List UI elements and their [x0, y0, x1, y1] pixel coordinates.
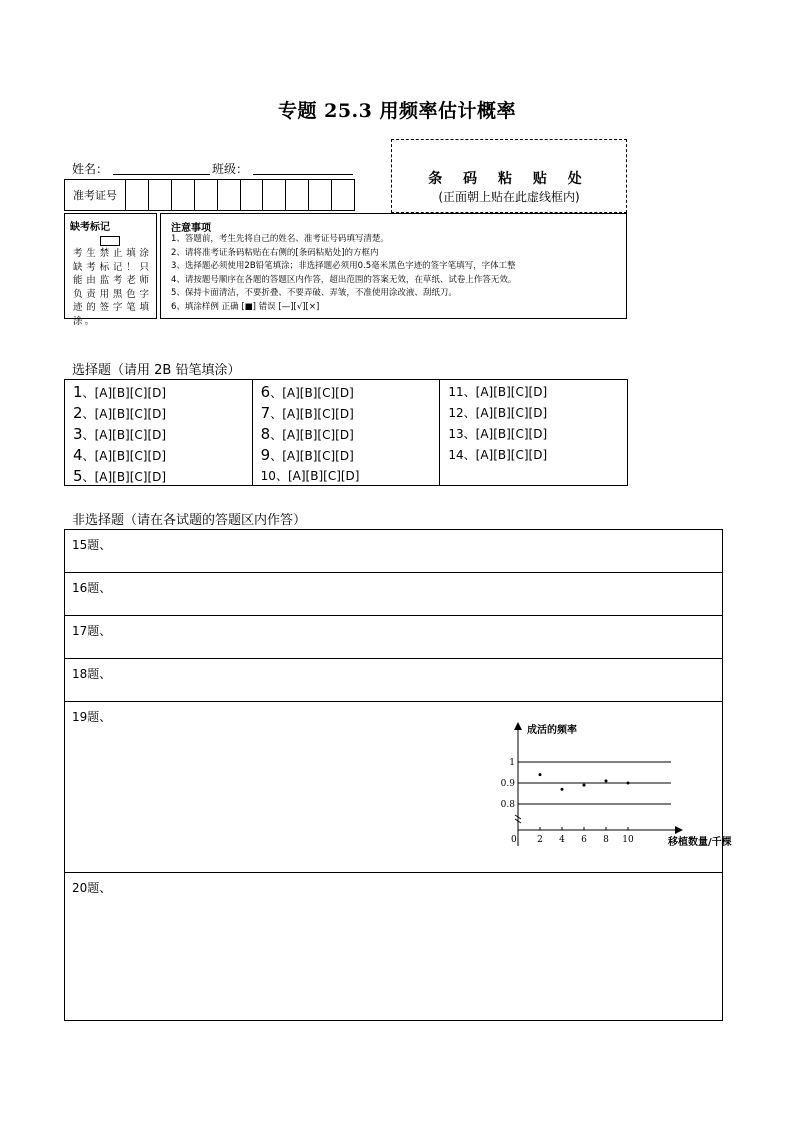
x-axis-arrow: [675, 826, 683, 834]
y-axis-arrow: [514, 722, 522, 730]
exam-id-cell[interactable]: [195, 180, 218, 210]
question-number: 11: [448, 385, 464, 399]
notes-item: 2、请将准考证条码粘贴在右侧的[条码粘贴处]的方框内: [171, 247, 379, 258]
choice-options[interactable]: [A][B][C][D]: [282, 386, 354, 400]
question-number: 9: [260, 446, 271, 464]
nonchoice-heading: 非选择题（请在各试题的答题区内作答）: [72, 513, 307, 528]
absent-mark-box: [64, 213, 157, 327]
x-tick-label: 10: [622, 835, 634, 845]
notes-item: 5、保持卡面清洁，不要折叠、不要弄破、弄皱，不准使用涂改液、刮纸刀。: [171, 288, 457, 298]
choice-options[interactable]: [A][B][C][D]: [282, 449, 354, 463]
exam-id-cell[interactable]: [286, 180, 309, 210]
choice-options[interactable]: [A][B][C][D]: [94, 428, 167, 442]
choice-row[interactable]: 4、[A][B][C][D]: [73, 446, 167, 464]
answer-box-16[interactable]: [65, 573, 722, 616]
absent-mark-checkbox[interactable]: [100, 236, 120, 246]
answer-box-15[interactable]: [65, 530, 722, 573]
x-axis-label: 移植数量/千棵: [668, 837, 732, 848]
exam-id-cell[interactable]: [172, 180, 195, 210]
y-tick-label: 0.9: [500, 779, 515, 789]
choice-options[interactable]: [A][B][C][D]: [287, 469, 360, 483]
barcode-title: 条 码 粘 贴 处: [428, 171, 590, 187]
name-label: 姓名：: [72, 162, 109, 176]
choice-column: [440, 380, 627, 485]
choice-options[interactable]: [A][B][C][D]: [94, 407, 167, 421]
exam-id-cell[interactable]: [263, 180, 286, 210]
choice-options[interactable]: [A][B][C][D]: [282, 407, 354, 421]
notes-title: 注意事项: [171, 223, 211, 234]
y-tick-label: 1: [509, 758, 515, 768]
choice-row[interactable]: 9、[A][B][C][D]: [260, 446, 354, 464]
question-label: 16题、: [72, 581, 112, 595]
answer-box-18[interactable]: [65, 659, 722, 702]
x-tick-label: 2: [537, 835, 543, 845]
y-axis-label: 成活的频率: [527, 725, 577, 736]
choice-options[interactable]: [A][B][C][D]: [94, 386, 167, 400]
notes-item: 6、填涂样例 正确 [■] 错误 [—][√][×]: [171, 301, 320, 312]
name-field[interactable]: [113, 160, 210, 175]
question-number: 7: [260, 404, 271, 422]
x-tick-label: 6: [581, 835, 587, 845]
data-point: [583, 784, 586, 787]
choice-options[interactable]: [A][B][C][D]: [475, 427, 548, 441]
question-number: 12: [448, 406, 464, 420]
exam-id-cell[interactable]: [149, 180, 172, 210]
notes-item: 3、选择题必须使用2B铅笔填涂；非选择题必须用0.5毫米黑色字迹的签字笔填写，字体工整: [171, 261, 516, 271]
exam-id-table: [64, 179, 355, 211]
choice-row[interactable]: 3、[A][B][C][D]: [73, 425, 167, 443]
notes-item: 1、答题前，考生先将自己的姓名、准考证号码填写清楚。: [171, 234, 389, 244]
question-label: 15题、: [72, 538, 112, 552]
x-tick-label: 8: [603, 835, 609, 845]
choice-options[interactable]: [A][B][C][D]: [475, 385, 548, 399]
exam-id-label: 准考证号: [65, 180, 126, 210]
class-field[interactable]: [253, 160, 353, 175]
question-label: 19题、: [72, 710, 112, 724]
choice-table: [64, 379, 628, 486]
data-point: [539, 773, 542, 776]
choice-options[interactable]: [A][B][C][D]: [475, 448, 548, 462]
choice-row[interactable]: 10、[A][B][C][D]: [260, 469, 360, 483]
choice-row[interactable]: 8、[A][B][C][D]: [260, 425, 354, 443]
answer-box-20[interactable]: [65, 873, 722, 1020]
question-number: 2: [73, 404, 83, 422]
question-number: 5: [73, 467, 83, 485]
question-label: 18题、: [72, 667, 112, 681]
question-label: 17题、: [72, 624, 112, 638]
choice-row[interactable]: 2、[A][B][C][D]: [73, 404, 167, 422]
question-number: 6: [260, 383, 271, 401]
choice-row[interactable]: 11、[A][B][C][D]: [448, 385, 548, 399]
barcode-area: [391, 139, 627, 213]
data-point: [627, 782, 630, 785]
absent-mark-text: 考生禁止填涂缺考标记！只能由监考老师负责用黑色字迹的签字笔填涂。: [73, 248, 151, 327]
survival-frequency-chart: [499, 718, 732, 854]
question-number: 10: [260, 469, 276, 483]
question-label: 20题、: [72, 881, 112, 895]
page-title: 专题 25.3 用频率估计概率: [277, 100, 516, 122]
choice-options[interactable]: [A][B][C][D]: [94, 449, 167, 463]
choice-heading: 选择题（请用 2B 铅笔填涂）: [72, 363, 241, 378]
question-number: 4: [73, 446, 83, 464]
exam-id-cell[interactable]: [309, 180, 332, 210]
question-number: 1: [73, 383, 83, 401]
choice-options[interactable]: [A][B][C][D]: [475, 406, 548, 420]
choice-row[interactable]: 14、[A][B][C][D]: [448, 448, 548, 462]
question-number: 13: [448, 427, 464, 441]
exam-id-cell[interactable]: [241, 180, 264, 210]
exam-id-cell[interactable]: [126, 180, 149, 210]
x-tick-label: 4: [559, 835, 565, 845]
choice-row[interactable]: 5、[A][B][C][D]: [73, 467, 167, 485]
data-point: [605, 779, 608, 782]
class-label: 班级：: [212, 162, 249, 176]
notes-list: [171, 233, 516, 314]
question-number: 14: [448, 448, 464, 462]
choice-row[interactable]: 1、[A][B][C][D]: [73, 383, 167, 401]
y-tick-label: 0.8: [500, 800, 515, 810]
choice-row[interactable]: 6、[A][B][C][D]: [260, 383, 354, 401]
choice-column: [65, 380, 253, 485]
answer-box-17[interactable]: [65, 616, 722, 659]
origin-label: 0: [511, 835, 517, 845]
notes-box: [160, 213, 627, 319]
choice-options[interactable]: [A][B][C][D]: [282, 428, 354, 442]
barcode-subtitle: (正面朝上贴在此虚线框内): [438, 190, 580, 204]
choice-row[interactable]: 13、[A][B][C][D]: [448, 427, 548, 441]
question-number: 8: [260, 425, 271, 443]
notes-item: 4、请按题号顺序在各题的答题区内作答，超出范围的答案无效，在草纸、试卷上作答无效。: [171, 274, 517, 285]
choice-row[interactable]: 12、[A][B][C][D]: [448, 406, 548, 420]
data-point: [561, 788, 564, 791]
question-number: 3: [73, 425, 83, 443]
exam-id-cell[interactable]: [332, 180, 354, 210]
absent-mark-title: 缺考标记: [70, 222, 110, 233]
choice-column: [253, 380, 441, 485]
choice-row[interactable]: 7、[A][B][C][D]: [260, 404, 354, 422]
choice-options[interactable]: [A][B][C][D]: [94, 470, 167, 484]
exam-id-cell[interactable]: [218, 180, 241, 210]
